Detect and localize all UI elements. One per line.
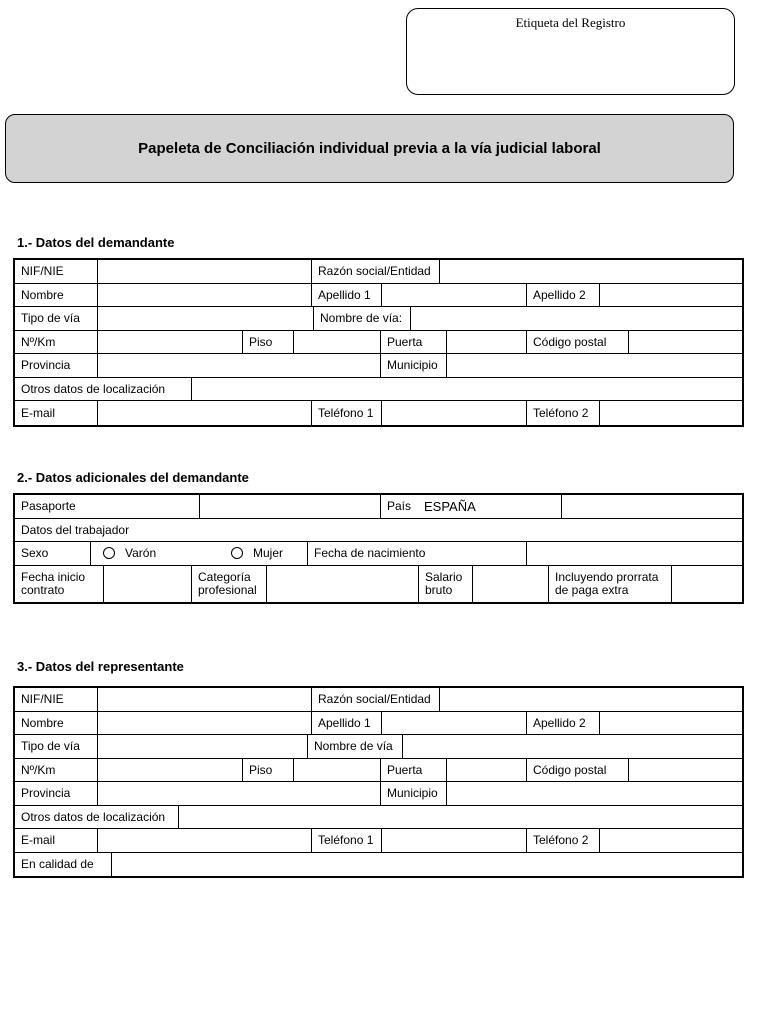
s3-nif-field[interactable] [97,688,311,711]
s3-razon-social-label: Razón social/Entidad [311,688,439,711]
s1-row-provincia [15,354,742,378]
s1-telefono1-label: Teléfono 1 [311,401,381,425]
s3-num-km-field[interactable] [97,759,242,782]
s3-telefono2-field[interactable] [599,829,744,852]
s1-nombre-label: Nombre [21,287,64,302]
s1-nombre-field[interactable] [97,284,311,307]
s1-row-nif [15,260,742,284]
s1-razon-social-field[interactable] [439,260,744,283]
s1-telefono1-field[interactable] [381,401,526,425]
s2-prorrata-field[interactable] [671,566,744,602]
section3-grid [13,686,744,878]
s2-datos-trabajador-label: Datos del trabajador [21,522,130,537]
s3-tipo-via-label: Tipo de vía [21,739,80,754]
s2-row-trabajador [15,519,742,543]
section1-title: 1.- Datos del demandante [17,235,175,250]
s1-piso-label: Piso [242,331,293,354]
section3-title: 3.- Datos del representante [17,659,184,674]
form-title-box [5,114,734,183]
s3-row-nif [15,688,742,712]
registry-label: Etiqueta del Registro [515,15,626,30]
s3-piso-label: Piso [242,759,293,782]
s2-pais-field[interactable]: ESPAÑA [424,498,476,514]
s1-nif-label: NIF/NIE [21,264,64,279]
s2-varon-label: Varón [125,546,157,561]
s1-num-km-label: Nº/Km [21,334,56,349]
s3-row-otros [15,806,742,830]
s1-codigo-postal-label: Código postal [526,331,628,354]
s2-salario-field[interactable] [472,566,548,602]
s3-row-contacto [15,829,742,853]
s1-email-label: E-mail [21,405,56,420]
s1-puerta-field[interactable] [446,331,526,354]
s3-codigo-postal-label: Código postal [526,759,628,782]
s1-provincia-label: Provincia [21,358,71,373]
s1-puerta-label: Puerta [380,331,446,354]
s2-pais-extra [561,495,744,518]
s3-puerta-field[interactable] [446,759,526,782]
s3-telefono1-field[interactable] [381,829,526,852]
s2-pasaporte-field[interactable] [199,495,380,518]
s3-apellido1-field[interactable] [381,712,526,735]
s1-provincia-field[interactable] [97,354,380,377]
varon-radio-icon[interactable] [103,547,115,559]
section1-grid [13,258,744,427]
s3-row-calidad [15,853,742,877]
registry-label-box [406,8,735,95]
s1-apellido2-field[interactable] [599,284,744,307]
form-title: Papeleta de Conciliación individual previa a la vía judicial laboral [138,140,601,157]
s3-razon-social-field[interactable] [439,688,744,711]
s1-tipo-via-field[interactable] [97,307,313,330]
s1-telefono2-label: Teléfono 2 [526,401,599,425]
s2-prorrata-label: Incluyendo prorrata de paga extra [548,566,671,602]
s1-apellido2-label: Apellido 2 [526,284,599,307]
s1-piso-field[interactable] [293,331,380,354]
s1-apellido1-label: Apellido 1 [311,284,381,307]
s3-en-calidad-field[interactable] [111,853,744,877]
s3-municipio-field[interactable] [446,782,744,805]
s1-email-field[interactable] [97,401,311,425]
s2-pais-label: País [380,495,418,518]
s3-email-field[interactable] [97,829,311,852]
s3-codigo-postal-field[interactable] [628,759,744,782]
s2-fecha-inicio-label: Fecha inicio contrato [21,569,86,597]
s1-row-via [15,307,742,331]
s1-row-otros [15,378,742,402]
s3-otros-datos-field[interactable] [178,806,744,829]
s2-varon-option[interactable] [90,542,225,565]
s3-nombre-via-label: Nombre de vía [307,735,402,758]
s3-row-numero [15,759,742,783]
s2-salario-label: Salario bruto [418,566,472,602]
s1-nombre-via-label: Nombre de vía: [313,307,410,330]
s3-nif-label: NIF/NIE [21,692,64,707]
s1-nif-field[interactable] [97,260,311,283]
s2-fecha-nacimiento-field[interactable] [526,542,744,565]
s2-row-sexo [15,542,742,566]
s1-row-nombre [15,284,742,308]
s3-apellido1-label: Apellido 1 [311,712,381,735]
s3-tipo-via-field[interactable] [97,735,307,758]
s3-provincia-field[interactable] [97,782,380,805]
s3-row-via [15,735,742,759]
s3-num-km-label: Nº/Km [21,762,56,777]
s1-otros-datos-label: Otros datos de localización [21,381,166,396]
s2-row-pasaporte [15,495,742,519]
s3-apellido2-label: Apellido 2 [526,712,599,735]
s1-telefono2-field[interactable] [599,401,744,425]
s1-municipio-label: Municipio [380,354,446,377]
s2-sexo-label: Sexo [21,546,49,561]
s3-puerta-label: Puerta [380,759,446,782]
s2-mujer-label: Mujer [253,546,284,561]
s1-apellido1-field[interactable] [381,284,526,307]
s3-telefono1-label: Teléfono 1 [311,829,381,852]
s2-row-contrato [15,566,742,602]
s1-municipio-field[interactable] [446,354,744,377]
s1-nombre-via-field[interactable] [410,307,744,330]
s3-apellido2-field[interactable] [599,712,744,735]
s1-codigo-postal-field[interactable] [628,331,744,354]
s1-row-numero [15,331,742,355]
s2-categoria-label: Categoría profesional [191,566,266,602]
s3-nombre-via-field[interactable] [402,735,744,758]
s3-email-label: E-mail [21,833,56,848]
s2-fecha-inicio-field[interactable] [103,566,191,602]
s3-nombre-field[interactable] [97,712,311,735]
s2-pasaporte-label: Pasaporte [21,499,76,514]
s3-row-nombre [15,712,742,736]
s3-en-calidad-label: En calidad de [21,857,94,872]
s1-row-contacto [15,401,742,425]
s3-telefono2-label: Teléfono 2 [526,829,599,852]
s3-row-provincia [15,782,742,806]
s2-mujer-option[interactable] [225,542,307,565]
mujer-radio-icon[interactable] [231,547,243,559]
s3-nombre-label: Nombre [21,715,64,730]
s1-num-km-field[interactable] [97,331,242,354]
s1-otros-datos-field[interactable] [191,378,744,401]
s1-razon-social-label: Razón social/Entidad [311,260,439,283]
s1-tipo-via-label: Tipo de vía [21,311,80,326]
s2-categoria-field[interactable] [266,566,418,602]
s3-municipio-label: Municipio [380,782,446,805]
s3-otros-datos-label: Otros datos de localización [21,809,166,824]
s2-fecha-nacimiento-label: Fecha de nacimiento [307,542,526,565]
section2-grid [13,493,744,604]
section2-title: 2.- Datos adicionales del demandante [17,470,249,485]
s3-provincia-label: Provincia [21,786,71,801]
s3-piso-field[interactable] [293,759,380,782]
